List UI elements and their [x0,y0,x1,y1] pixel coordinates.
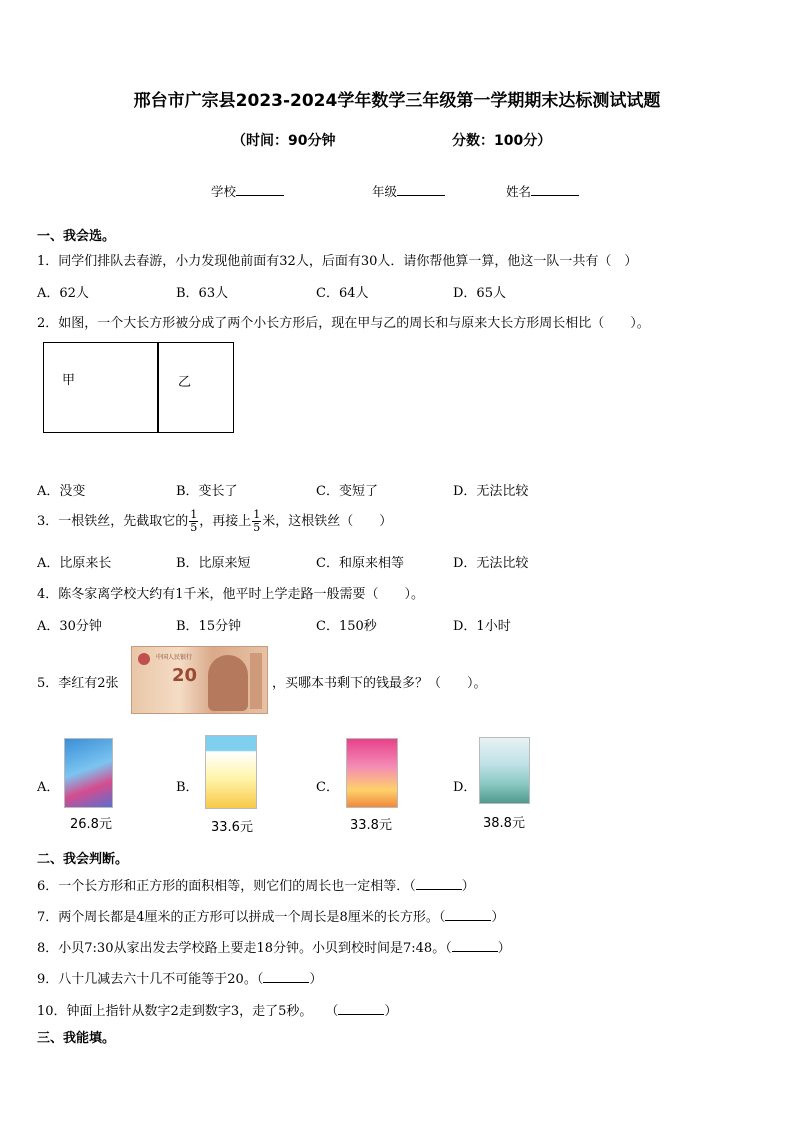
q6-answer-blank[interactable] [416,877,462,890]
book-a-cover-image [64,738,113,808]
name-blank [531,183,579,196]
question-8 [37,937,511,956]
banknote-value: 20 [172,665,198,686]
q2-option-a: A．没变 [37,484,86,499]
school-field [211,182,284,200]
q3-option-c: C．和原来相等 [316,556,404,571]
q10-answer-blank[interactable] [338,1002,384,1015]
grade-label: 年级 [372,184,398,199]
q4-option-d: D．1小时 [453,619,511,634]
book-d-price: 38.8元 [483,816,525,831]
q5-option-d: D． [453,780,477,795]
rectangle-divider [157,343,159,432]
section-1-title: 一、我会选。 [37,229,116,244]
question-7 [37,906,504,925]
q1-option-a: A．62人 [37,286,89,301]
q9-close: ） [309,972,323,987]
q5-option-a: A． [37,780,60,795]
q2-option-d: D．无法比较 [453,484,529,499]
q3-text-mid: ，再接上 [199,514,252,529]
q7-text: 7．两个周长都是4厘米的正方形可以拼成一个周长是8厘米的长方形。（ [37,910,446,925]
q10-close: ） [384,1004,398,1019]
label-jia: 甲 [62,373,76,388]
book-d-cover-image [479,737,530,804]
q5-option-b: B． [176,780,199,795]
name-label: 姓名 [506,184,532,199]
question-10 [37,1000,397,1019]
q3-text-pre: 3．一根铁丝，先截取它的 [37,514,189,529]
q1-option-c: C．64人 [316,286,369,301]
q8-answer-blank[interactable] [452,939,498,952]
banknote-20-yuan-image [131,646,268,714]
grade-blank [397,183,445,196]
page-title: 邢台市广宗县2023-2024学年数学三年级第一学期期末达标测试试题 [133,91,661,111]
national-emblem-icon [138,653,150,665]
q3-text-post: 米，这根铁丝（ ） [262,514,393,529]
school-blank [236,183,284,196]
question-2: 2．如图，一个大长方形被分成了两个小长方形后，现在甲与乙的周长和与原来大长方形周长相比（ ）。 [37,316,650,331]
section-3-title: 三、我能填。 [37,1031,116,1046]
question-5-post: ，买哪本书剩下的钱最多？（ ）。 [272,676,487,691]
q10-text: 10．钟面上指针从数字2走到数字3，走了5秒。 （ [37,1004,339,1019]
q3-option-d: D．无法比较 [453,556,529,571]
bank-name-text: 中国人民银行 [156,654,193,661]
grade-field [372,182,445,200]
q4-option-a: A．30分钟 [37,619,102,634]
q5-option-c: C． [316,780,339,795]
rectangle-figure [43,342,234,433]
q9-answer-blank[interactable] [263,970,309,983]
book-b-price: 33.6元 [211,820,253,835]
book-c-price: 33.8元 [350,818,392,833]
q4-option-b: B．15分钟 [176,619,242,634]
q3-option-a: A．比原来长 [37,556,112,571]
q1-option-d: D．65人 [453,286,506,301]
frac-num: 1 [190,508,198,521]
portrait-icon [208,655,248,711]
question-1: 1．同学们排队去春游，小力发现他前面有32人，后面有30人．请你帮他算一算，他这一队一共有（ ） [37,254,638,269]
frac-den: 5 [190,521,198,534]
q4-option-c: C．150秒 [316,619,377,634]
q2-option-b: B．变长了 [176,484,238,499]
q3-option-b: B．比原来短 [176,556,251,571]
q8-close: ） [497,941,511,956]
exam-time: （时间：90分钟 [232,133,336,149]
book-b-cover-image [205,735,257,809]
frac-num-2: 1 [253,508,261,521]
question-6 [37,875,475,894]
frac-den-2: 5 [253,521,261,534]
name-field [506,182,579,200]
question-4: 4．陈冬家离学校大约有1千米，他平时上学走路一般需要（ ）。 [37,587,425,602]
question-5-pre: 5．李红有2张 [37,676,119,691]
question-9 [37,968,322,987]
book-c-cover-image [346,738,398,808]
q2-option-c: C．变短了 [316,484,378,499]
question-3 [37,509,392,534]
banknote-stripe [250,653,262,709]
q1-option-b: B．63人 [176,286,229,301]
q6-text: 6．一个长方形和正方形的面积相等，则它们的周长也一定相等．（ [37,879,416,894]
book-a-price: 26.8元 [70,817,112,832]
q8-text: 8．小贝7:30从家出发去学校路上要走18分钟。小贝到校时间是7:48。（ [37,941,452,956]
label-yi: 乙 [178,375,192,390]
q7-close: ） [491,910,505,925]
fraction-one-fifth-2 [252,509,261,534]
section-2-title: 二、我会判断。 [37,852,129,867]
exam-score: 分数：100分） [452,133,552,149]
fraction-one-fifth [189,509,198,534]
school-label: 学校 [211,184,237,199]
q7-answer-blank[interactable] [445,908,491,921]
q9-text: 9．八十几减去六十几不可能等于20。（ [37,972,264,987]
q6-close: ） [461,879,475,894]
